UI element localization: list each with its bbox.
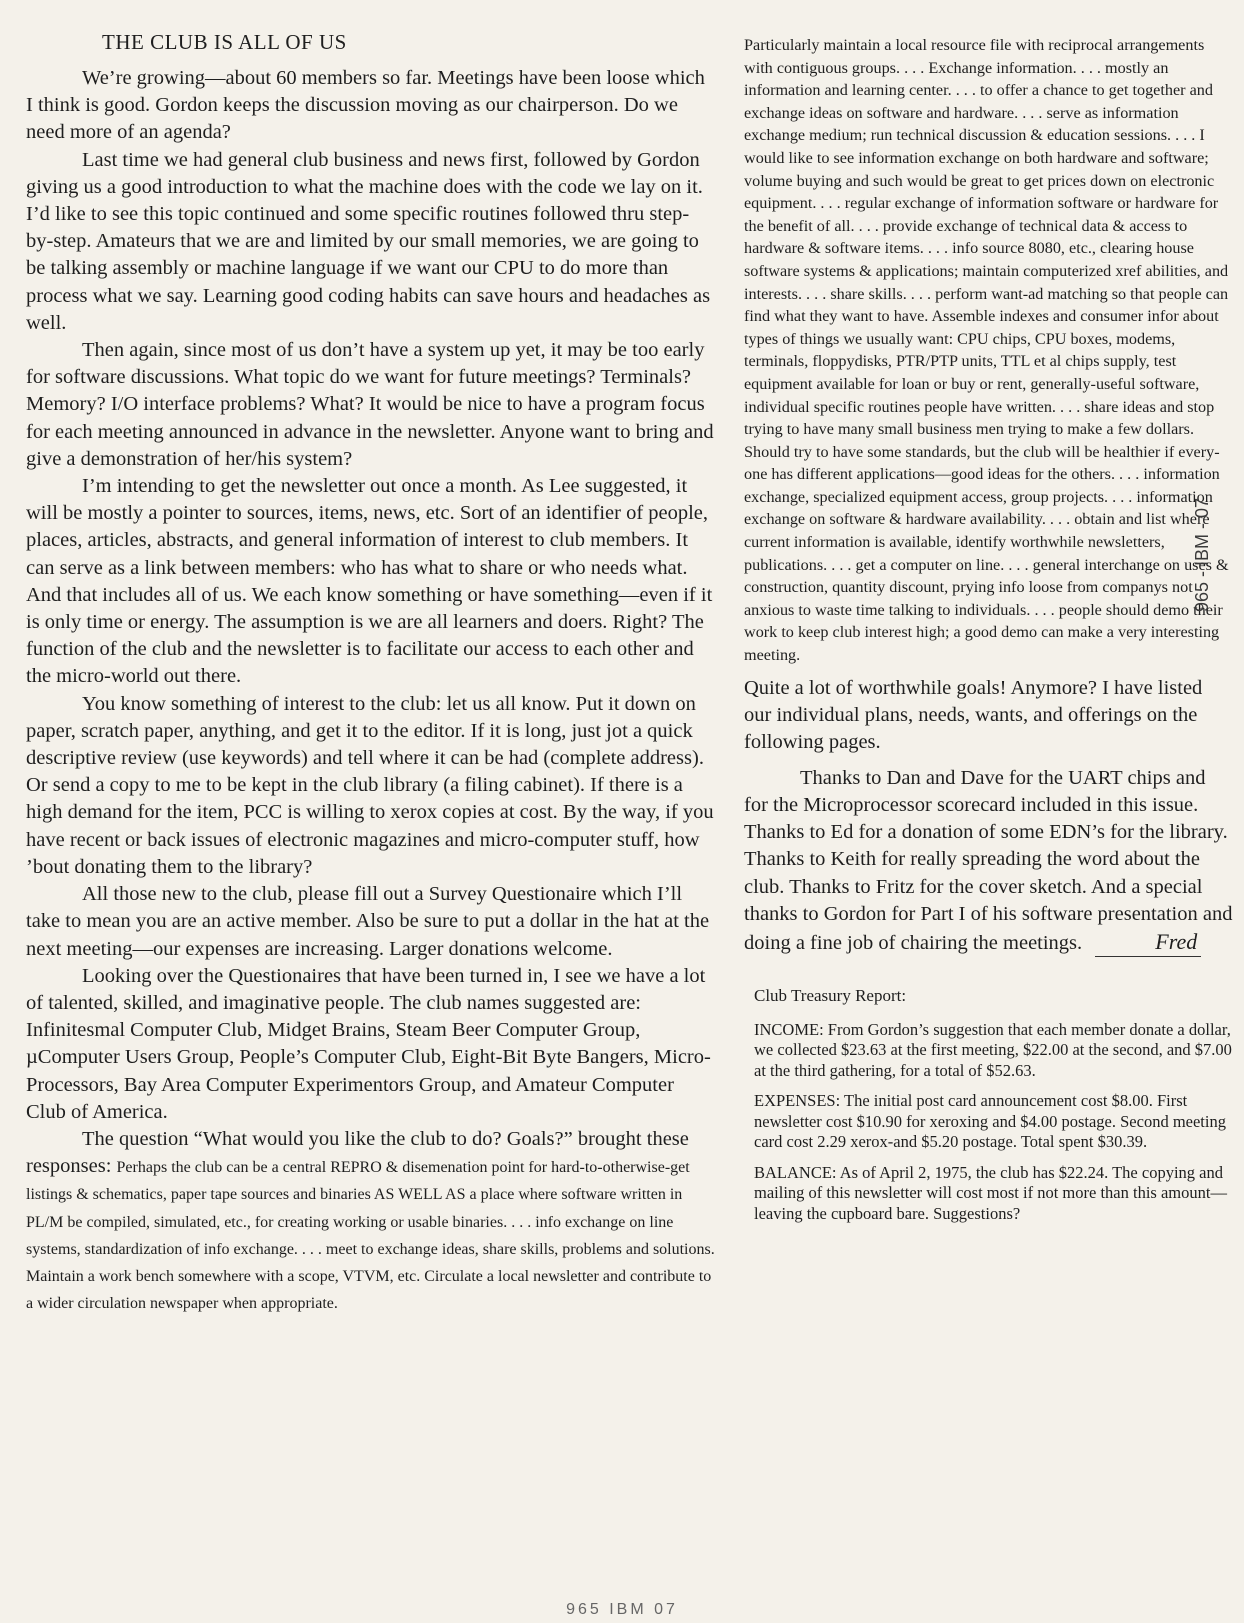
paragraph-closing: Quite a lot of worthwhile goals! Anymore? I have listed our individual plans, needs, wants, and offerings on the following pages.: [744, 676, 1203, 754]
paragraph-contribute: You know something of interest to the club: let us all know. Put it down on paper, scratch paper, anything, and get it to the editor. If it is long, just jot a quick descriptive review (use keywords) and tell where it can be had (complete address). Or send a copy to me to be kept in the club library (a filing cabinet). If there is a high demand for the item, PCC is willing to xerox copies at cost. By the way, if you have recent or back issues of electronic magazines and micro-computer stuff, how ’bout donating them to the library?: [26, 692, 714, 878]
right-column: [744, 34, 1234, 1234]
paragraph-then-again: Then again, since most of us don’t have a system up yet, it may be too early for software discussions. What topic do we want for future meetings? Terminals? Memory? I/O interface problems? What? It would be nice to have a program focus for each meeting announced in advance in the newsletter. Anyone want to bring and give a demonstration of her/his system?: [26, 339, 714, 470]
article-title: THE CLUB IS ALL OF US: [102, 30, 347, 54]
signature: Fred: [1095, 928, 1201, 956]
left-column: [26, 30, 716, 1316]
goals-list-start: Perhaps the club can be a central REPRO & disemenation point for hard-to-otherwise-get listings & schematics, paper tape sources and binaries AS WELL AS a place where software written in PL/M be compiled, simulated, etc., for creating working or usable binaries. . . . info exchange on line systems, standardization of info exchange. . . . meet to exchange ideas, share skills, problems and solutions. Maintain a work bench somewhere with a scope, VTVM, etc. Circulate a local newsletter and contribute to a wider circulation newspaper when appropriate.: [26, 1159, 715, 1313]
paragraph-thanks: [744, 765, 1234, 958]
paragraph-goals: [26, 1126, 716, 1316]
goals-list-continued: Particularly maintain a local resource file with reciprocal arrangements with contiguous groups. . . . Exchange information. . . . mostly an information and learning center. . . . to offer a chance to get together and exchange ideas on software and hardware. . . . serve as information exchange medium; run technical discussion & education sessions. . . . I would like to see information exchange on both hardware and software; volume buying and such would be great to get prices down on electronic equipment. . . . regular exchange of information software or hardware for the benefit of all. . . . provide exchange of technical data & access to hardware & software items. . . . info source 8080, etc., clearing house software systems & applications; maintain computerized xref abilities, and interests. . . . share skills. . . . perform want-ad matching so that people can find what they want to have. Assemble indexes and consumer infor about types of things we usually want: CPU chips, CPU boxes, modems, terminals, floppydisks, PTR/PTP units, TTL et al chips supply, test equipment available for loan or buy or rent, generally-useful software, individual specific routines people have written. . . . share ideas and stop trying to have many small business men trying to make a few dollars. Should try to have some standards, but the club will be healthier if every-one has different applications—good ideas for the others. . . . information exchange, specialized equipment access, group projects. . . . information exchange on software & hardware availability. . . . obtain and list where current information is available, identify worthwhile newsletters, publications. . . . get a computer on line. . . . general interchange on uses & construction, quantity discount, prying info loose from companys not anxious to waste time talking to individuals. . . . people should demo their work to keep club interest high; a good demo can make a very interesting meeting.: [744, 36, 1229, 665]
treasury-expenses: EXPENSES: The initial post card announcement cost $8.00. First newsletter cost $10.90 for xeroxing and $4.00 postage. Second meeting card cost 2.29 xerox-and $5.20 postage. Total spent $30.39.: [754, 1091, 1226, 1152]
treasury-report: [744, 986, 1234, 1225]
footer-stamp: 965 IBM 07: [566, 1601, 678, 1618]
paragraph-club-names: Looking over the Questionaires that have been turned in, I see we have a lot of talented, skilled, and imaginative people. The club names suggested are: Infinitesmal Computer Club, Midget Brains, Steam Beer Computer Group, µComputer Users Group, People’s Computer Club, Eight-Bit Byte Bangers, Micro-Processors, Bay Area Computer Experimentors Group, and Amateur Computer Club of America.: [26, 964, 711, 1123]
margin-stamp: 965 - IBM - 07: [1192, 497, 1212, 612]
treasury-title: Club Treasury Report:: [754, 985, 907, 1005]
treasury-income: INCOME: From Gordon’s suggestion that each member donate a dollar, we collected $23.63 at the first meeting, $22.00 at the second, and $7.00 at the third gathering, for a total of $52.63.: [754, 1019, 1232, 1080]
treasury-balance: BALANCE: As of April 2, 1975, the club has $22.24. The copying and mailing of this newsletter will cost most if not more than this amount—leaving the cupboard bare. Suggestions?: [754, 1162, 1227, 1223]
paragraph-newsletter-plan: I’m intending to get the newsletter out once a month. As Lee suggested, it will be mostly a pointer to sources, items, news, etc. Sort of an identifier of people, places, articles, abstracts, and general information of interest to club members. It can serve as a link between members: who has what to share or who needs what. And that includes all of us. We each know something or have something—even if it is only time or energy. The assumption is we are all learners and doers. Right? The function of the club and the newsletter is to facilitate our access to each other and the micro-world out there.: [26, 475, 713, 688]
thanks-text: Thanks to Dan and Dave for the UART chips and for the Microprocessor scorecard included in this issue. Thanks to Ed for a donation of some EDN’s for the library. Thanks to Keith for really spreading the word about the club. Thanks to Fritz for the cover sketch. And a special thanks to Gordon for Part I of his software presentation and doing a fine job of chairing the meetings.: [744, 766, 1233, 955]
paragraph-last-time: Last time we had general club business and news first, followed by Gordon giving us a good introduction to what the machine does with the code we lay on it. I’d like to see this topic continued and some specific routines followed thru step-by-step. Amateurs that we are and limited by our small memories, we are going to be talking assembly or machine language if we want our CPU to do more than process what we say. Learning good coding habits can save hours and headaches as well.: [26, 148, 711, 334]
paragraph-growing: We’re growing—about 60 members so far. Meetings have been loose which I think is good. Gordon keeps the discussion moving as our chairperson. Do we need more of an agenda?: [26, 67, 705, 144]
paragraph-new-members: All those new to the club, please fill out a Survey Questionaire which I’ll take to mean you are an active member. Also be sure to put a dollar in the hat at the next meeting—our expenses are increasing. Larger donations welcome.: [26, 883, 710, 960]
goals-intro: The question “What would you like the club to do? Goals?” brought these responses:: [26, 1127, 689, 1178]
